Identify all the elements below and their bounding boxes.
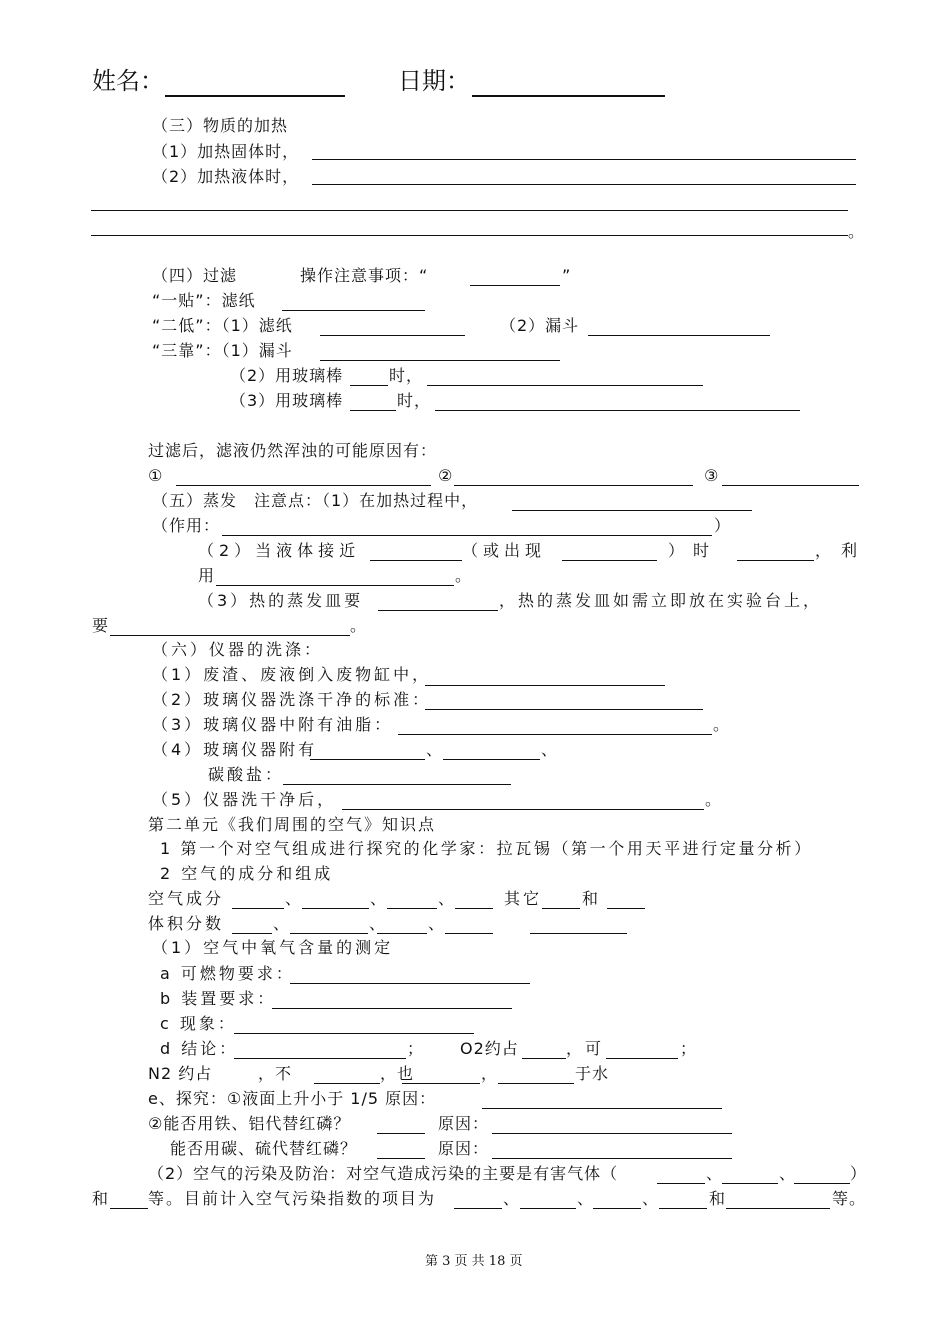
sec5-func-blank[interactable] — [222, 535, 712, 536]
sec5-l2-f: 。 — [455, 566, 473, 585]
n2-comma: ， — [481, 1064, 499, 1083]
sec5-l2-d: ，利 — [815, 541, 868, 560]
name-field[interactable] — [165, 95, 345, 97]
o2-d-label: d 结论： — [160, 1039, 239, 1058]
pol-e: 等。 — [832, 1189, 867, 1208]
sec3-line1-blank[interactable] — [312, 159, 856, 160]
turbid-blank2[interactable] — [454, 485, 693, 486]
e2-blank1[interactable] — [377, 1133, 425, 1134]
n2-ye: ，也 — [380, 1064, 415, 1083]
sec4-low-blank1[interactable] — [320, 335, 465, 336]
sec4-note-close: ” — [562, 266, 572, 285]
sec5-func-close: ） — [714, 516, 732, 535]
sec4-low-label1: “二低”：（1）滤纸 — [152, 316, 293, 335]
pol-and: 和 — [709, 1189, 727, 1208]
o2-c-label: c 现象： — [160, 1014, 237, 1033]
sec6-l1-blank[interactable] — [425, 685, 665, 686]
sec5-l2-blank3[interactable] — [737, 560, 814, 561]
comp-blank6[interactable] — [607, 908, 645, 909]
pol-gas-blank2[interactable] — [722, 1183, 778, 1184]
sec3-end: 。 — [848, 222, 866, 241]
o2-d-blank[interactable] — [234, 1058, 406, 1059]
sec4-title: （四）过滤 — [152, 266, 238, 285]
o2-ke: ，可 — [566, 1039, 605, 1058]
sec6-l4: （4）玻璃仪器附有 — [152, 740, 318, 759]
e3-blank2[interactable] — [492, 1158, 732, 1159]
o2-percent-label: O2约占 — [460, 1039, 519, 1058]
o2-title: （1）空气中氧气含量的测定 — [152, 938, 394, 957]
comp-sep2: 、 — [370, 889, 388, 908]
n2-bu-blank[interactable] — [314, 1083, 380, 1084]
comp-sep1: 、 — [285, 889, 303, 908]
vol-blank2[interactable] — [290, 933, 368, 934]
sec6-l4-blank1[interactable] — [310, 759, 425, 760]
sec4-lean-blank1[interactable] — [320, 360, 560, 361]
vol-sep2: 、 — [369, 914, 387, 933]
pol-item-blank4[interactable] — [659, 1208, 707, 1209]
comp-and: 和 — [582, 889, 600, 908]
sec6-l4b-blank[interactable] — [283, 784, 511, 785]
e2-reason: 原因： — [438, 1114, 490, 1133]
sec5-l3-c: 要 — [92, 616, 110, 635]
date-field[interactable] — [472, 95, 665, 97]
o2-b-label: b 装置要求： — [160, 989, 277, 1008]
sec6-l4-sep2: 、 — [541, 740, 559, 759]
sec4-lean-blank3a[interactable] — [350, 410, 396, 411]
turbid-c2: ② — [438, 466, 454, 485]
o2-d-end: ； — [680, 1039, 698, 1058]
sec4-low-blank2[interactable] — [588, 335, 770, 336]
sec5-l2-blank2[interactable] — [562, 560, 657, 561]
sec6-l5-blank[interactable] — [342, 809, 704, 810]
sec4-lean-label3: （3）用玻璃棒 — [230, 391, 344, 410]
unit2-p2: 2 空气的成分和组成 — [160, 864, 334, 883]
n2-sol-blank[interactable] — [498, 1083, 574, 1084]
sec4-tie-label: “一贴”：滤纸 — [152, 291, 256, 310]
sec5-title: （五）蒸发 注意点：（1）在加热过程中， — [152, 491, 479, 510]
o2-percent-blank[interactable] — [522, 1058, 566, 1059]
pol-sep1: 、 — [706, 1164, 724, 1183]
sec5-l3-blank1[interactable] — [378, 610, 498, 611]
sec5-l2-c: ）时 — [668, 541, 719, 560]
vol-blank4[interactable] — [445, 933, 493, 934]
sec3-line1-label: （1）加热固体时， — [152, 142, 300, 161]
e2-label: ②能否用铁、铝代替红磷？ — [148, 1114, 351, 1133]
pol-sep5: 、 — [642, 1189, 660, 1208]
sec6-title: （六）仪器的洗涤： — [152, 640, 324, 659]
comp-blank3[interactable] — [387, 908, 437, 909]
unit2-title: 第二单元《我们周围的空气》知识点 — [148, 815, 437, 834]
unit2-p1: 1 第一个对空气组成进行探究的化学家：拉瓦锡（第一个用天平进行定量分析） — [160, 839, 813, 858]
vol-sep3: 、 — [428, 914, 446, 933]
e3-reason: 原因： — [438, 1139, 490, 1158]
page-number: 第 3 页 共 18 页 — [425, 1254, 523, 1269]
turbid-c3: ③ — [704, 466, 720, 485]
vol-blank1[interactable] — [232, 933, 272, 934]
n2-bu: ，不 — [258, 1064, 293, 1083]
vol-label: 体积分数 — [148, 914, 225, 933]
sec5-l2-b: （或出现 — [462, 541, 547, 560]
vol-blank5[interactable] — [530, 933, 627, 934]
pol-item-blank5[interactable] — [726, 1208, 830, 1209]
sec6-l4-blank2[interactable] — [443, 759, 540, 760]
pol-b: ） — [850, 1164, 868, 1183]
sec4-note-label: 操作注意事项：“ — [300, 266, 429, 285]
sec5-heat-blank[interactable] — [512, 510, 752, 511]
o2-a-label: a 可燃物要求： — [160, 964, 295, 983]
sec6-l4b: 碳酸盐： — [208, 765, 285, 784]
pol-gas-blank4[interactable] — [110, 1208, 148, 1209]
sec5-func-label: （作用： — [152, 516, 221, 535]
turbid-blank1[interactable] — [176, 485, 431, 486]
pol-item-blank1[interactable] — [454, 1208, 502, 1209]
pol-item-blank2[interactable] — [520, 1208, 576, 1209]
comp-sep3: 、 — [438, 889, 456, 908]
n2-ye-blank[interactable] — [402, 1083, 480, 1084]
n2-label: N2 约占 — [148, 1064, 213, 1083]
sec5-l2-a: （2）当液体接近 — [198, 541, 361, 560]
turbid-c1: ① — [148, 466, 164, 485]
sec4-tie-blank[interactable] — [282, 310, 425, 311]
sec4-lean-label2: （2）用玻璃棒 — [230, 366, 344, 385]
sec6-l1: （1）废渣、废液倒入废物缸中， — [152, 665, 432, 684]
sec4-lean-blank3b[interactable] — [435, 410, 800, 411]
pol-sep2: 、 — [779, 1164, 797, 1183]
sec3-line3-blank[interactable] — [91, 210, 848, 211]
sec6-l2: （2）玻璃仪器洗涤干净的标准： — [152, 690, 432, 709]
sec6-l2-blank[interactable] — [425, 709, 703, 710]
turbid-blank3[interactable] — [722, 485, 859, 486]
pol-sep4: 、 — [577, 1189, 595, 1208]
sec4-lean-label2b: 时， — [389, 366, 424, 385]
o2-c-blank[interactable] — [234, 1033, 474, 1034]
o2-a-blank[interactable] — [290, 983, 530, 984]
e2-blank2[interactable] — [492, 1133, 732, 1134]
comp-blank5[interactable] — [542, 908, 580, 909]
vol-sep1: 、 — [273, 914, 291, 933]
sec5-l2-blank4[interactable] — [216, 585, 454, 586]
sec4-low-label2: （2）漏斗 — [500, 316, 580, 335]
e3-blank1[interactable] — [377, 1158, 425, 1159]
sec4-lean-label3b: 时， — [397, 391, 432, 410]
sec4-lean-blank2b[interactable] — [427, 385, 703, 386]
o2-b-blank[interactable] — [272, 1008, 512, 1009]
sec5-l2-e: 用 — [198, 566, 216, 585]
pol-d: 等。目前计入空气污染指数的项目为 — [148, 1189, 437, 1208]
o2-ke-blank[interactable] — [606, 1058, 678, 1059]
pol-sep3: 、 — [503, 1189, 521, 1208]
comp-blank4[interactable] — [455, 908, 493, 909]
sec4-lean-blank2a[interactable] — [350, 385, 388, 386]
sec6-l5: （5）仪器洗干净后， — [152, 790, 337, 809]
comp-other: 其它 — [504, 889, 543, 908]
pol-c: 和 — [92, 1189, 110, 1208]
e3-label: 能否用碳、硫代替红磷？ — [170, 1139, 358, 1158]
sec5-l3-blank2[interactable] — [110, 635, 350, 636]
e1-blank[interactable] — [482, 1108, 722, 1109]
vol-blank3[interactable] — [377, 933, 427, 934]
sec4-note-blank[interactable] — [470, 285, 560, 286]
sec5-l3-b: ，热的蒸发皿如需立即放在实验台上， — [499, 591, 823, 610]
sec3-title: （三）物质的加热 — [152, 116, 289, 135]
sec5-l3-a: （3）热的蒸发皿要 — [198, 591, 364, 610]
comp-blank2[interactable] — [302, 908, 369, 909]
name-label: 姓名： — [92, 67, 164, 95]
n2-yushui: 于水 — [575, 1064, 610, 1083]
sec6-l3-end: 。 — [713, 715, 731, 734]
pol-a: （2）空气的污染及防治：对空气造成污染的主要是有害气体（ — [148, 1164, 619, 1183]
sec6-l4-sep1: 、 — [426, 740, 444, 759]
sec3-line2-blank[interactable] — [312, 184, 856, 185]
sec6-l3-blank[interactable] — [398, 734, 712, 735]
sec6-l3: （3）玻璃仪器中附有油脂： — [152, 715, 394, 734]
e1-label: e、探究：①液面上升小于 1/5 原因： — [148, 1089, 437, 1108]
sec5-l3-d: 。 — [350, 616, 368, 635]
sec4-lean-label1: “三靠”：（1）漏斗 — [152, 341, 293, 360]
pol-item-blank3[interactable] — [593, 1208, 641, 1209]
sec5-l2-blank1[interactable] — [370, 560, 462, 561]
sec6-l5-end: 。 — [705, 790, 723, 809]
turbid-title: 过滤后，滤液仍然浑浊的可能原因有： — [148, 441, 438, 460]
date-label: 日期： — [398, 67, 470, 95]
pol-gas-blank3[interactable] — [794, 1183, 850, 1184]
sec3-line2-label: （2）加热液体时， — [152, 167, 300, 186]
sec3-line4-blank[interactable] — [91, 235, 848, 236]
comp-label: 空气成分 — [148, 889, 225, 908]
o2-d-semi: ； — [407, 1039, 425, 1058]
comp-blank1[interactable] — [232, 908, 284, 909]
pol-gas-blank1[interactable] — [657, 1183, 705, 1184]
